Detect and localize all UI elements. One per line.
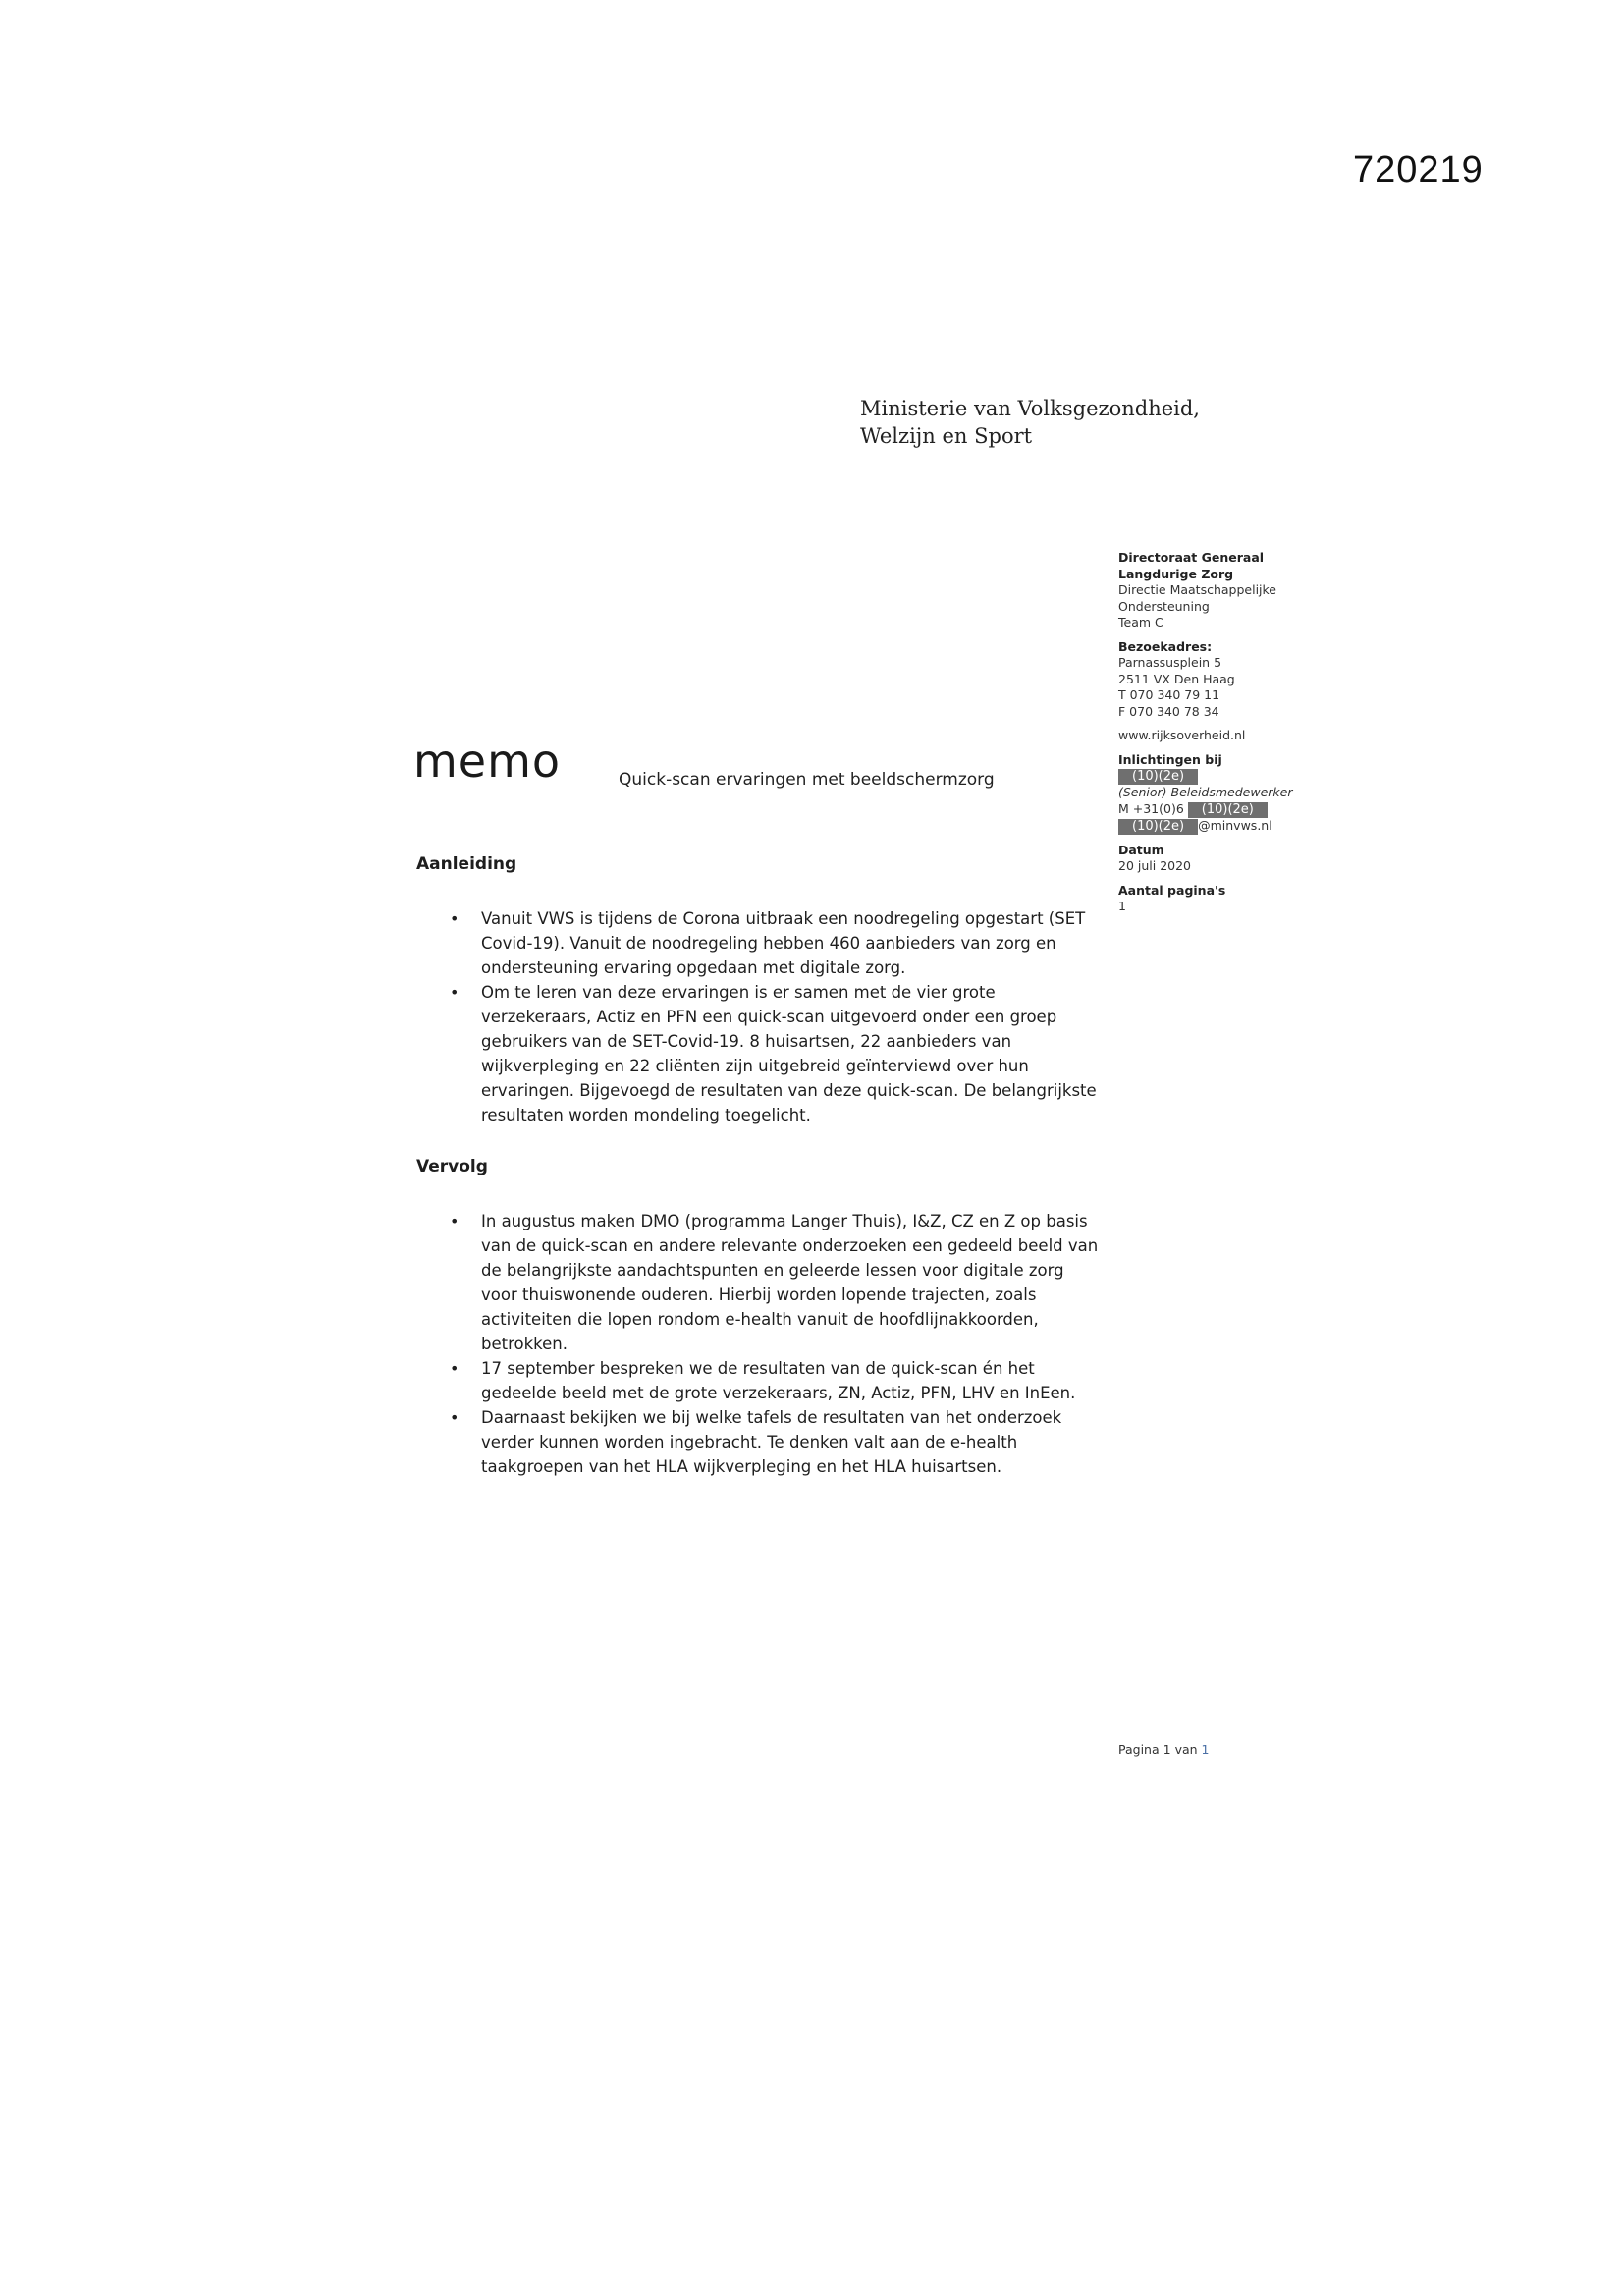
list-item: • Daarnaast bekijken we bij welke tafels de resultaten van het onderzoek verder kunnen worden ingebracht. Te denken valt aan de e-health taakgroepen van het HLA wijkverpleging en het HLA huisartsen. <box>481 1405 1104 1479</box>
info-label: Inlichtingen bij <box>1118 751 1222 767</box>
mobile-number: M +31(0)6 <box>1118 800 1184 816</box>
page-footer <box>1118 1742 1209 1757</box>
address-line: 2511 VX Den Haag <box>1118 671 1235 686</box>
redaction-box: (10)(2e) <box>1118 819 1198 835</box>
list-item: • In augustus maken DMO (programma Langer Thuis), I&Z, CZ en Z op basis van de quick-scan en andere relevante onderzoeken een gedeeld beeld van de belangrijkste aandachtspunten en geleerde lessen voor digitale zorg voor thuiswonende ouderen. Hierbij worden lopende trajecten, zoals activiteiten die lopen rondom e-health vanuit de hoofdlijnakkoorden, betrokken. <box>481 1209 1104 1356</box>
redaction-box: (10)(2e) <box>1188 802 1268 818</box>
list-item: • Om te leren van deze ervaringen is er samen met de vier grote verzekeraars, Actiz en PFN een quick-scan uitgevoerd onder een groep gebruikers van de SET-Covid-19. 8 huisartsen, 22 aanbieders van wijkverpleging en 22 cliënten zijn uitgebreid geïnterviewd over hun ervaringen. Bijgevoegd de resultaten van deze quick-scan. De belangrijkste resultaten worden mondeling toegelicht. <box>481 980 1104 1127</box>
org-line: Directie Maatschappelijke <box>1118 582 1276 597</box>
org-line: Directoraat Generaal <box>1118 550 1265 565</box>
sidebar-colofon <box>1118 550 1374 915</box>
pages-value: 1 <box>1118 899 1126 913</box>
date-label: Datum <box>1118 842 1164 857</box>
memo-subject: Quick-scan ervaringen met beeldschermzorg <box>619 770 995 790</box>
phone-line: T 070 340 79 11 <box>1118 687 1220 702</box>
website-link[interactable]: www.rijksoverheid.nl <box>1118 728 1246 742</box>
email-domain: @minvws.nl <box>1198 817 1272 833</box>
section-heading: Aanleiding <box>416 854 517 874</box>
of-word: van <box>1174 1742 1198 1757</box>
list-item: • 17 september bespreken we de resultaten van de quick-scan én het gedeelde beeld met de grote verzekeraars, ZN, Actiz, PFN, LHV en InEen. <box>481 1356 1104 1405</box>
section-heading: Vervolg <box>416 1157 488 1176</box>
page-total: 1 <box>1201 1742 1210 1757</box>
visit-address-label: Bezoekadres: <box>1118 638 1213 654</box>
bullet-list <box>416 1209 1104 1479</box>
ministry-name <box>860 395 1200 450</box>
document-number: 720219 <box>1353 149 1484 191</box>
date-value: 20 juli 2020 <box>1118 858 1192 873</box>
list-item: • Vanuit VWS is tijdens de Corona uitbraak een noodregeling opgestart (SET Covid-19). Vanuit de noodregeling hebben 460 aanbieders van zorg en ondersteuning ervaring opgedaan met digitale zorg. <box>481 906 1104 980</box>
contact-role: (Senior) Beleidsmedewerker <box>1118 785 1293 799</box>
memo-title: memo <box>413 735 562 788</box>
memo-body <box>416 852 1104 1479</box>
redaction-box: (10)(2e) <box>1118 769 1198 785</box>
pages-label: Aantal pagina's <box>1118 882 1226 898</box>
bullet-list <box>416 906 1104 1127</box>
org-line: Langdurige Zorg <box>1118 566 1234 581</box>
ministry-line-2: Welzijn en Sport <box>860 424 1033 448</box>
fax-line: F 070 340 78 34 <box>1118 703 1219 719</box>
org-line: Team C <box>1118 615 1163 629</box>
page-word: Pagina <box>1118 1742 1160 1757</box>
page-number: 1 <box>1163 1742 1171 1757</box>
ministry-line-1: Ministerie van Volksgezondheid, <box>860 397 1200 420</box>
address-line: Parnassusplein 5 <box>1118 655 1222 670</box>
org-line: Ondersteuning <box>1118 598 1210 614</box>
